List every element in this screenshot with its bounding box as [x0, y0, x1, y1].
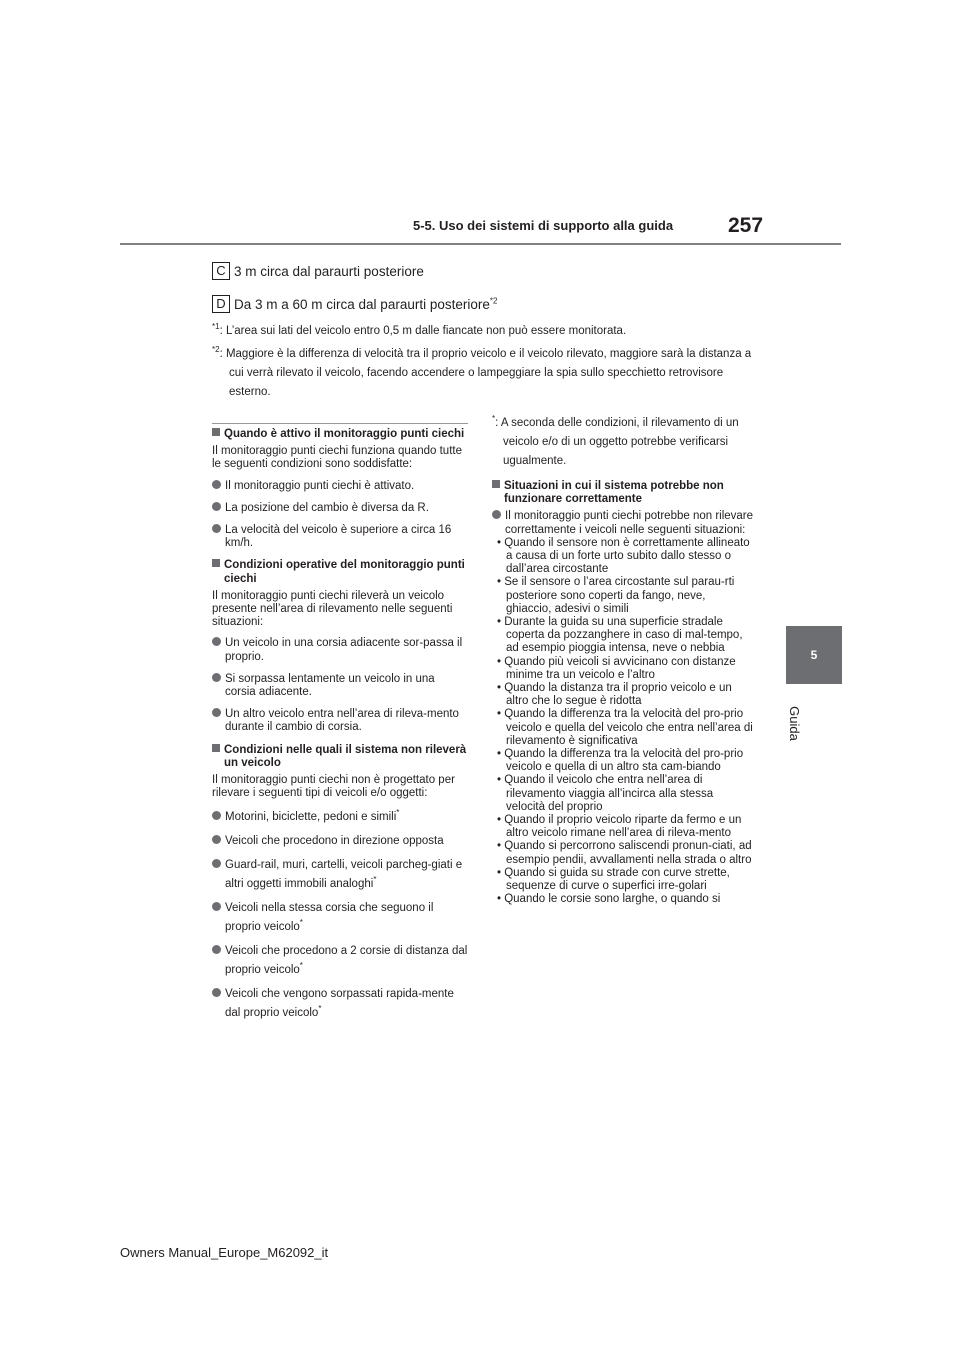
circle-bullet-icon	[212, 835, 221, 844]
footnote-2	[212, 345, 752, 402]
circle-bullet-icon	[212, 524, 221, 533]
list-item	[492, 510, 754, 536]
list-item	[212, 856, 468, 894]
label-d-text: Da 3 m a 60 m circa dal paraurti posteriore	[234, 297, 490, 312]
square-bullet-icon	[492, 480, 500, 488]
footnote-2-text: : Maggiore è la differenza di velocità tra il proprio veicolo e il veicolo rilevato, maggiore sarà la distanza a cui verrà rilevato il veicolo, facendo accendere o lampeggiare la spia sullo specchietto retrovisore esterno.	[219, 348, 752, 398]
list-item-text: Veicoli nella stessa corsia che seguono il proprio veicolo	[225, 902, 434, 934]
list-item	[212, 637, 468, 663]
square-bullet-icon	[212, 428, 220, 436]
list-item-text: Motorini, biciclette, pedoni e simili	[225, 811, 397, 824]
asterisk: *	[318, 1004, 322, 1014]
paragraph: Il monitoraggio punti ciechi rileverà un veicolo presente nell’area di rilevamento nelle seguenti situazioni:	[212, 589, 453, 629]
left-column	[212, 428, 468, 1028]
section-heading	[212, 559, 468, 585]
list-item	[212, 832, 468, 851]
circle-bullet-icon	[212, 945, 221, 954]
square-bullet-icon	[212, 559, 220, 567]
list-item-text: La posizione del cambio è diversa da R.	[225, 501, 429, 514]
circle-bullet-icon	[492, 510, 501, 519]
section-heading	[212, 428, 468, 441]
circle-bullet-icon	[212, 502, 221, 511]
asterisk-note-text: : A seconda delle condizioni, il rilevamento di un veicolo e/o di un oggetto potrebbe verificarsi ugualmente.	[495, 417, 739, 467]
sub-list	[492, 537, 754, 907]
circle-bullet-icon	[212, 811, 221, 820]
sub-list-item: • Quando il proprio veicolo riparte da fermo e un altro veicolo rimane nell’area di rileva-mento	[497, 814, 742, 840]
list-item-text: Il monitoraggio punti ciechi è attivato.	[225, 479, 415, 492]
sub-list-item: • Quando più veicoli si avvicinano con distanze minime tra un veicolo e l’altro	[497, 655, 736, 681]
sub-list-item: • Quando si percorrono saliscendi pronun-ciati, ad esempio pendii, avvallamenti nella strada o altro	[497, 840, 752, 866]
list-item-text: Guard-rail, muri, cartelli, veicoli parcheg-giati e altri oggetti immobili analoghi	[225, 859, 463, 891]
sub-list-item: • Quando le corsie sono larghe, o quando si	[497, 893, 721, 906]
label-d-sup: *2	[489, 296, 498, 306]
section-heading	[492, 480, 754, 506]
list-item-text: Veicoli che procedono a 2 corsie di distanza dal proprio veicolo	[225, 945, 468, 977]
paragraph: Il monitoraggio punti ciechi funziona quando tutte le seguenti condizioni sono soddisfatte:	[212, 445, 462, 471]
circle-bullet-icon	[212, 480, 221, 489]
list-item	[212, 808, 468, 827]
section-title: 5-5. Uso dei sistemi di supporto alla guida	[413, 218, 674, 233]
sub-list-item: • Quando il veicolo che entra nell’area di rilevamento viaggia all’incirca alla stessa velocità del proprio	[497, 774, 714, 813]
chapter-tab	[786, 626, 842, 684]
asterisk: *	[373, 875, 377, 885]
section-heading	[212, 744, 468, 770]
column-divider	[212, 423, 468, 424]
paragraph: Il monitoraggio punti ciechi non è progettato per rilevare i seguenti tipi di veicoli e/o oggetti:	[212, 774, 455, 800]
chapter-label-text: Guida	[786, 705, 802, 741]
list-item	[212, 899, 468, 937]
asterisk: *	[396, 808, 400, 818]
footnote-1-mark: *1	[212, 322, 220, 332]
asterisk: *	[299, 961, 303, 971]
page-number: 257	[728, 214, 764, 237]
label-c-text: 3 m circa dal paraurti posteriore	[234, 264, 424, 279]
circle-bullet-icon	[212, 637, 221, 646]
sub-list-item: • Durante la guida su una superficie stradale coperta da pozzanghere in caso di mal-tempo, ad esempio pioggia intensa, neve o nebbia	[497, 616, 743, 655]
list-item	[212, 673, 468, 699]
footnote-1-text: : L’area sui lati del veicolo entro 0,5 m dalle fiancate non può essere monitorata.	[219, 325, 627, 337]
sub-list-item: • Quando la distanza tra il proprio veicolo e un altro che lo segue è ridotta	[497, 682, 732, 708]
list-item	[212, 524, 468, 550]
list-item	[212, 942, 468, 980]
list-item	[212, 708, 468, 734]
label-c-box: C	[212, 262, 230, 280]
list-item	[212, 480, 468, 493]
circle-bullet-icon	[212, 902, 221, 911]
footer-document-id: Owners Manual_Europe_M62092_it	[120, 1245, 329, 1260]
list-item-text: Un altro veicolo entra nell’area di rileva-mento durante il cambio di corsia.	[225, 708, 459, 734]
circle-bullet-icon	[212, 673, 221, 682]
heading-text: Situazioni in cui il sistema potrebbe non funzionare correttamente	[504, 480, 724, 506]
footnote-1	[212, 322, 626, 341]
area-label-c	[212, 262, 424, 280]
heading-text: Condizioni operative del monitoraggio punti ciechi	[224, 559, 465, 585]
asterisk-note	[492, 414, 754, 471]
circle-bullet-icon	[212, 859, 221, 868]
chapter-label	[774, 693, 814, 753]
heading-text: Condizioni nelle quali il sistema non rileverà un veicolo	[224, 743, 467, 769]
label-d-box: D	[212, 295, 230, 313]
sub-list-item: • Quando il sensore non è correttamente allineato a causa di un forte urto subito dallo stesso o dall’area circostante	[497, 536, 750, 576]
list-item	[212, 502, 468, 515]
list-item-text: Un veicolo in una corsia adiacente sor-passa il proprio.	[225, 637, 463, 663]
square-bullet-icon	[212, 744, 220, 752]
sub-list-item: • Se il sensore o l’area circostante sul parau-rti posteriore sono coperti da fango, neve, ghiaccio, adesivi o simili	[497, 576, 735, 615]
list-item-text: Si sorpassa lentamente un veicolo in una corsia adiacente.	[225, 672, 435, 699]
sub-list-item: • Quando la differenza tra la velocità del pro-prio veicolo e quella di un altro sta cam-biando	[497, 748, 744, 774]
list-item-text: Veicoli che vengono sorpassati rapida-mente dal proprio veicolo	[225, 988, 454, 1020]
sub-list-item: • Quando la differenza tra la velocità del pro-prio veicolo e quella del veicolo che entra nell’area di rilevamento è significativa	[497, 708, 753, 747]
list-item	[212, 985, 468, 1023]
list-item-text: Il monitoraggio punti ciechi potrebbe non rilevare correttamente i veicoli nelle seguenti situazioni:	[505, 510, 754, 536]
asterisk: *	[492, 414, 496, 424]
right-column	[492, 414, 754, 907]
list-item-text: La velocità del veicolo è superiore a circa 16 km/h.	[225, 524, 452, 550]
asterisk: *	[299, 918, 303, 928]
chapter-number: 5	[810, 648, 818, 662]
sub-list-item: • Quando si guida su strade con curve strette, sequenze di curve o superfici irre-golari	[497, 866, 730, 893]
heading-text: Quando è attivo il monitoraggio punti ciechi	[224, 428, 465, 440]
list-item-text: Veicoli che procedono in direzione opposta	[225, 835, 444, 848]
circle-bullet-icon	[212, 708, 221, 717]
header-divider	[120, 243, 841, 245]
area-label-d	[212, 295, 497, 313]
footnote-2-mark: *2	[212, 345, 220, 355]
circle-bullet-icon	[212, 988, 221, 997]
